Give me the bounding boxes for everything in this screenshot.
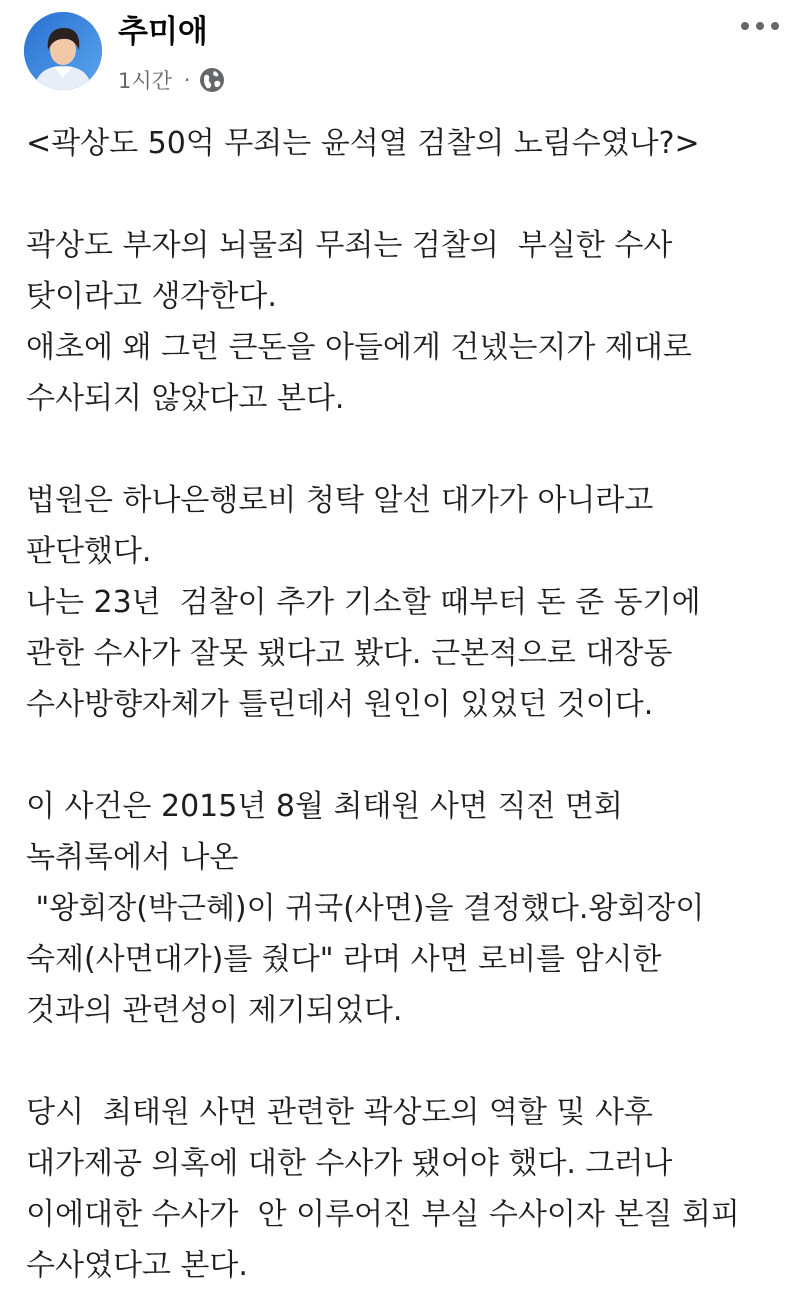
post-header <box>0 0 800 110</box>
post-text-line: 숙제(사면대가)를 줬다" 라며 사면 로비를 암시한 <box>26 942 662 977</box>
author-name[interactable]: 추미애 <box>118 14 208 50</box>
paragraph-gap <box>26 424 786 475</box>
post-text-line: 곽상도 부자의 뇌물죄 무죄는 검찰의 부실한 수사 <box>26 228 673 263</box>
globe-icon[interactable] <box>198 66 226 94</box>
meta-separator: · <box>183 68 191 92</box>
post-text-line: 나는 23년 검찰이 추가 기소할 때부터 돈 준 동기에 <box>26 585 701 620</box>
post-text-line: 수사였다고 본다. <box>26 1248 248 1283</box>
post-text-line: "왕회장(박근혜)이 귀국(사면)을 결정했다.왕회장이 <box>26 891 705 926</box>
post-text-line: 수사되지 않았다고 본다. <box>26 381 345 416</box>
post-text-line: 관한 수사가 잘못 됐다고 봤다. 근본적으로 대장동 <box>26 636 673 671</box>
more-options-icon[interactable] <box>738 14 782 38</box>
post-text-line: 녹취록에서 나온 <box>26 840 239 875</box>
post-text <box>26 118 786 1291</box>
post-meta <box>118 62 226 98</box>
post-text-line: 이에대한 수사가 안 이루어진 부실 수사이자 본질 회피 <box>26 1197 740 1232</box>
profile-photo-avatar <box>24 12 102 90</box>
post-timestamp[interactable]: 1시간 <box>118 69 172 93</box>
post-headline: <곽상도 50억 무죄는 윤석열 검찰의 노림수였나?> <box>26 126 700 161</box>
post-text-line: 판단했다. <box>26 534 152 569</box>
post-text-line: 수사방향자체가 틀린데서 원인이 있었던 것이다. <box>26 687 654 722</box>
paragraph-gap <box>26 169 786 220</box>
paragraph-gap <box>26 730 786 781</box>
post-text-line: 대가제공 의혹에 대한 수사가 됐어야 했다. 그러나 <box>26 1146 673 1181</box>
post-text-line: 애초에 왜 그런 큰돈을 아들에게 건넸는지가 제대로 <box>26 330 692 365</box>
avatar[interactable] <box>24 12 102 90</box>
post-text-line: 법원은 하나은행로비 청탁 알선 대가가 아니라고 <box>26 483 654 518</box>
paragraph-gap <box>26 1036 786 1087</box>
post-text-line: 것과의 관련성이 제기되었다. <box>26 993 403 1028</box>
post-text-line: 이 사건은 2015년 8월 최태원 사면 직전 면회 <box>26 789 623 824</box>
post-text-line: 당시 최태원 사면 관련한 곽상도의 역할 및 사후 <box>26 1095 653 1130</box>
post-text-line: 탓이라고 생각한다. <box>26 279 277 314</box>
